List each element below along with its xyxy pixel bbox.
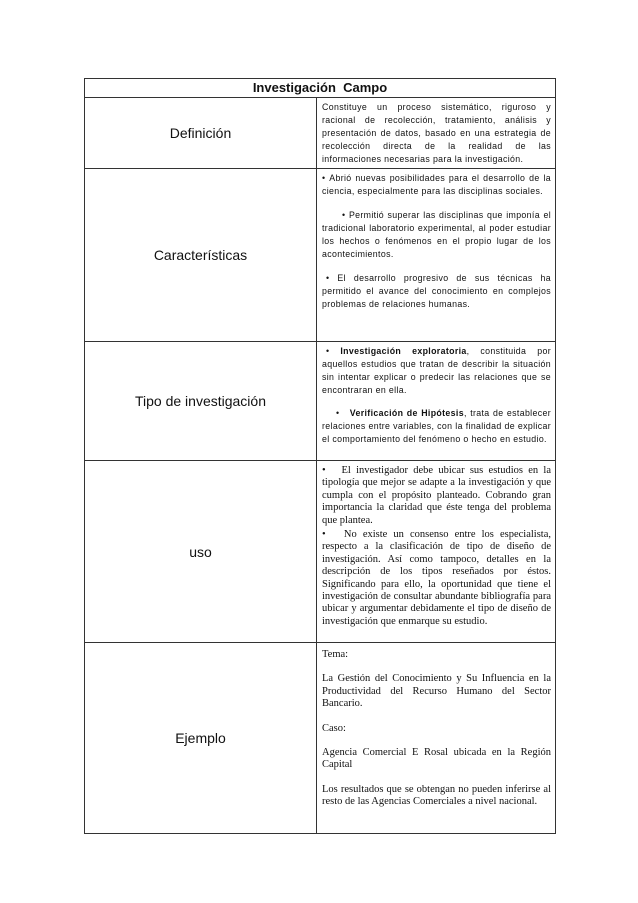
label-definicion: Definición bbox=[85, 98, 317, 169]
tipo-item-hipotesis bbox=[322, 407, 551, 446]
uso-content bbox=[317, 461, 556, 643]
ejemplo-content bbox=[317, 643, 556, 834]
tipo-item-exploratoria bbox=[322, 345, 551, 397]
nota-text: Los resultados que se obtengan no pueden inferirse al resto de las Agencias Comerciales a nivel nacional. bbox=[322, 783, 551, 808]
row-uso bbox=[85, 461, 556, 643]
uso-item: • El investigador debe ubicar sus estudios en la tipología que mejor se adapte a la investigación y que cumpla con el propósito planteado. Cobrando gran importancia la claridad que éste tenga del problema que plantea. bbox=[322, 465, 551, 527]
definicion-text: Constituye un proceso sistemático, riguroso y racional de recolección, tratamiento, análisis y presentación de datos, basado en una estrategia de recolección directa de la realidad de las informaciones necesarias para la investigación. bbox=[322, 102, 551, 164]
definicion-content bbox=[317, 98, 556, 169]
label-caracteristicas: Características bbox=[85, 169, 317, 342]
caracteristicas-item: • Abrió nuevas posibilidades para el desarrollo de la ciencia, especialmente para las disciplinas sociales. bbox=[322, 172, 551, 198]
row-caracteristicas bbox=[85, 169, 556, 342]
row-tipo-investigacion bbox=[85, 342, 556, 461]
caracteristicas-item: • Permitió superar las disciplinas que imponía el tradicional laboratorio experimental, al poder estudiar los hechos o fenómenos en el propio lugar de los acontecimientos. bbox=[322, 209, 551, 261]
caso-label: Caso: bbox=[322, 722, 346, 734]
caracteristicas-content bbox=[317, 169, 556, 342]
row-definicion bbox=[85, 98, 556, 169]
tema-text: La Gestión del Conocimiento y Su Influencia en la Productividad del Recurso Humano del Sector Bancario. bbox=[322, 673, 551, 710]
tipo-content bbox=[317, 342, 556, 461]
header-row bbox=[85, 79, 556, 98]
uso-item: • No existe un consenso entre los especialista, respecto a la clasificación de tipo de diseño de investigación. Así como tampoco, detalles en la descripción de los tipos reseñados por éstos. Significando para ello, la oportunidad que tiene el investigación de consultar abundante bibliografía para ubicar y argumentar debidamente el tipo de diseño de investigación que enmarque su estudio. bbox=[322, 529, 551, 628]
label-ejemplo: Ejemplo bbox=[85, 643, 317, 834]
caso-text: Agencia Comercial E Rosal ubicada en la Región Capital bbox=[322, 747, 551, 771]
label-uso: uso bbox=[85, 461, 317, 643]
row-ejemplo bbox=[85, 643, 556, 834]
tema-label: Tema: bbox=[322, 649, 349, 660]
tipo-item-text: , constituida por aquellos estudios que tratan de describir la situación sin intentar explicar o predecir las relaciones que se encontraran en ella. bbox=[322, 346, 551, 395]
tipo-item-text: , trata de establecer relaciones entre variables, con la finalidad de explicar el comportamiento del fenómeno o hecho en estudio. bbox=[322, 408, 551, 444]
label-tipo-investigacion: Tipo de investigación bbox=[85, 342, 317, 461]
table-title: Investigación Campo bbox=[85, 79, 556, 98]
tipo-item-bold: Investigación exploratoria bbox=[340, 346, 467, 356]
caracteristicas-item: • El desarrollo progresivo de sus técnicas ha permitido el avance del conocimiento en complejos problemas de relaciones humanas. bbox=[322, 272, 551, 311]
investigacion-campo-table bbox=[84, 78, 556, 834]
tipo-item-bold: Verificación de Hipótesis bbox=[349, 408, 464, 418]
